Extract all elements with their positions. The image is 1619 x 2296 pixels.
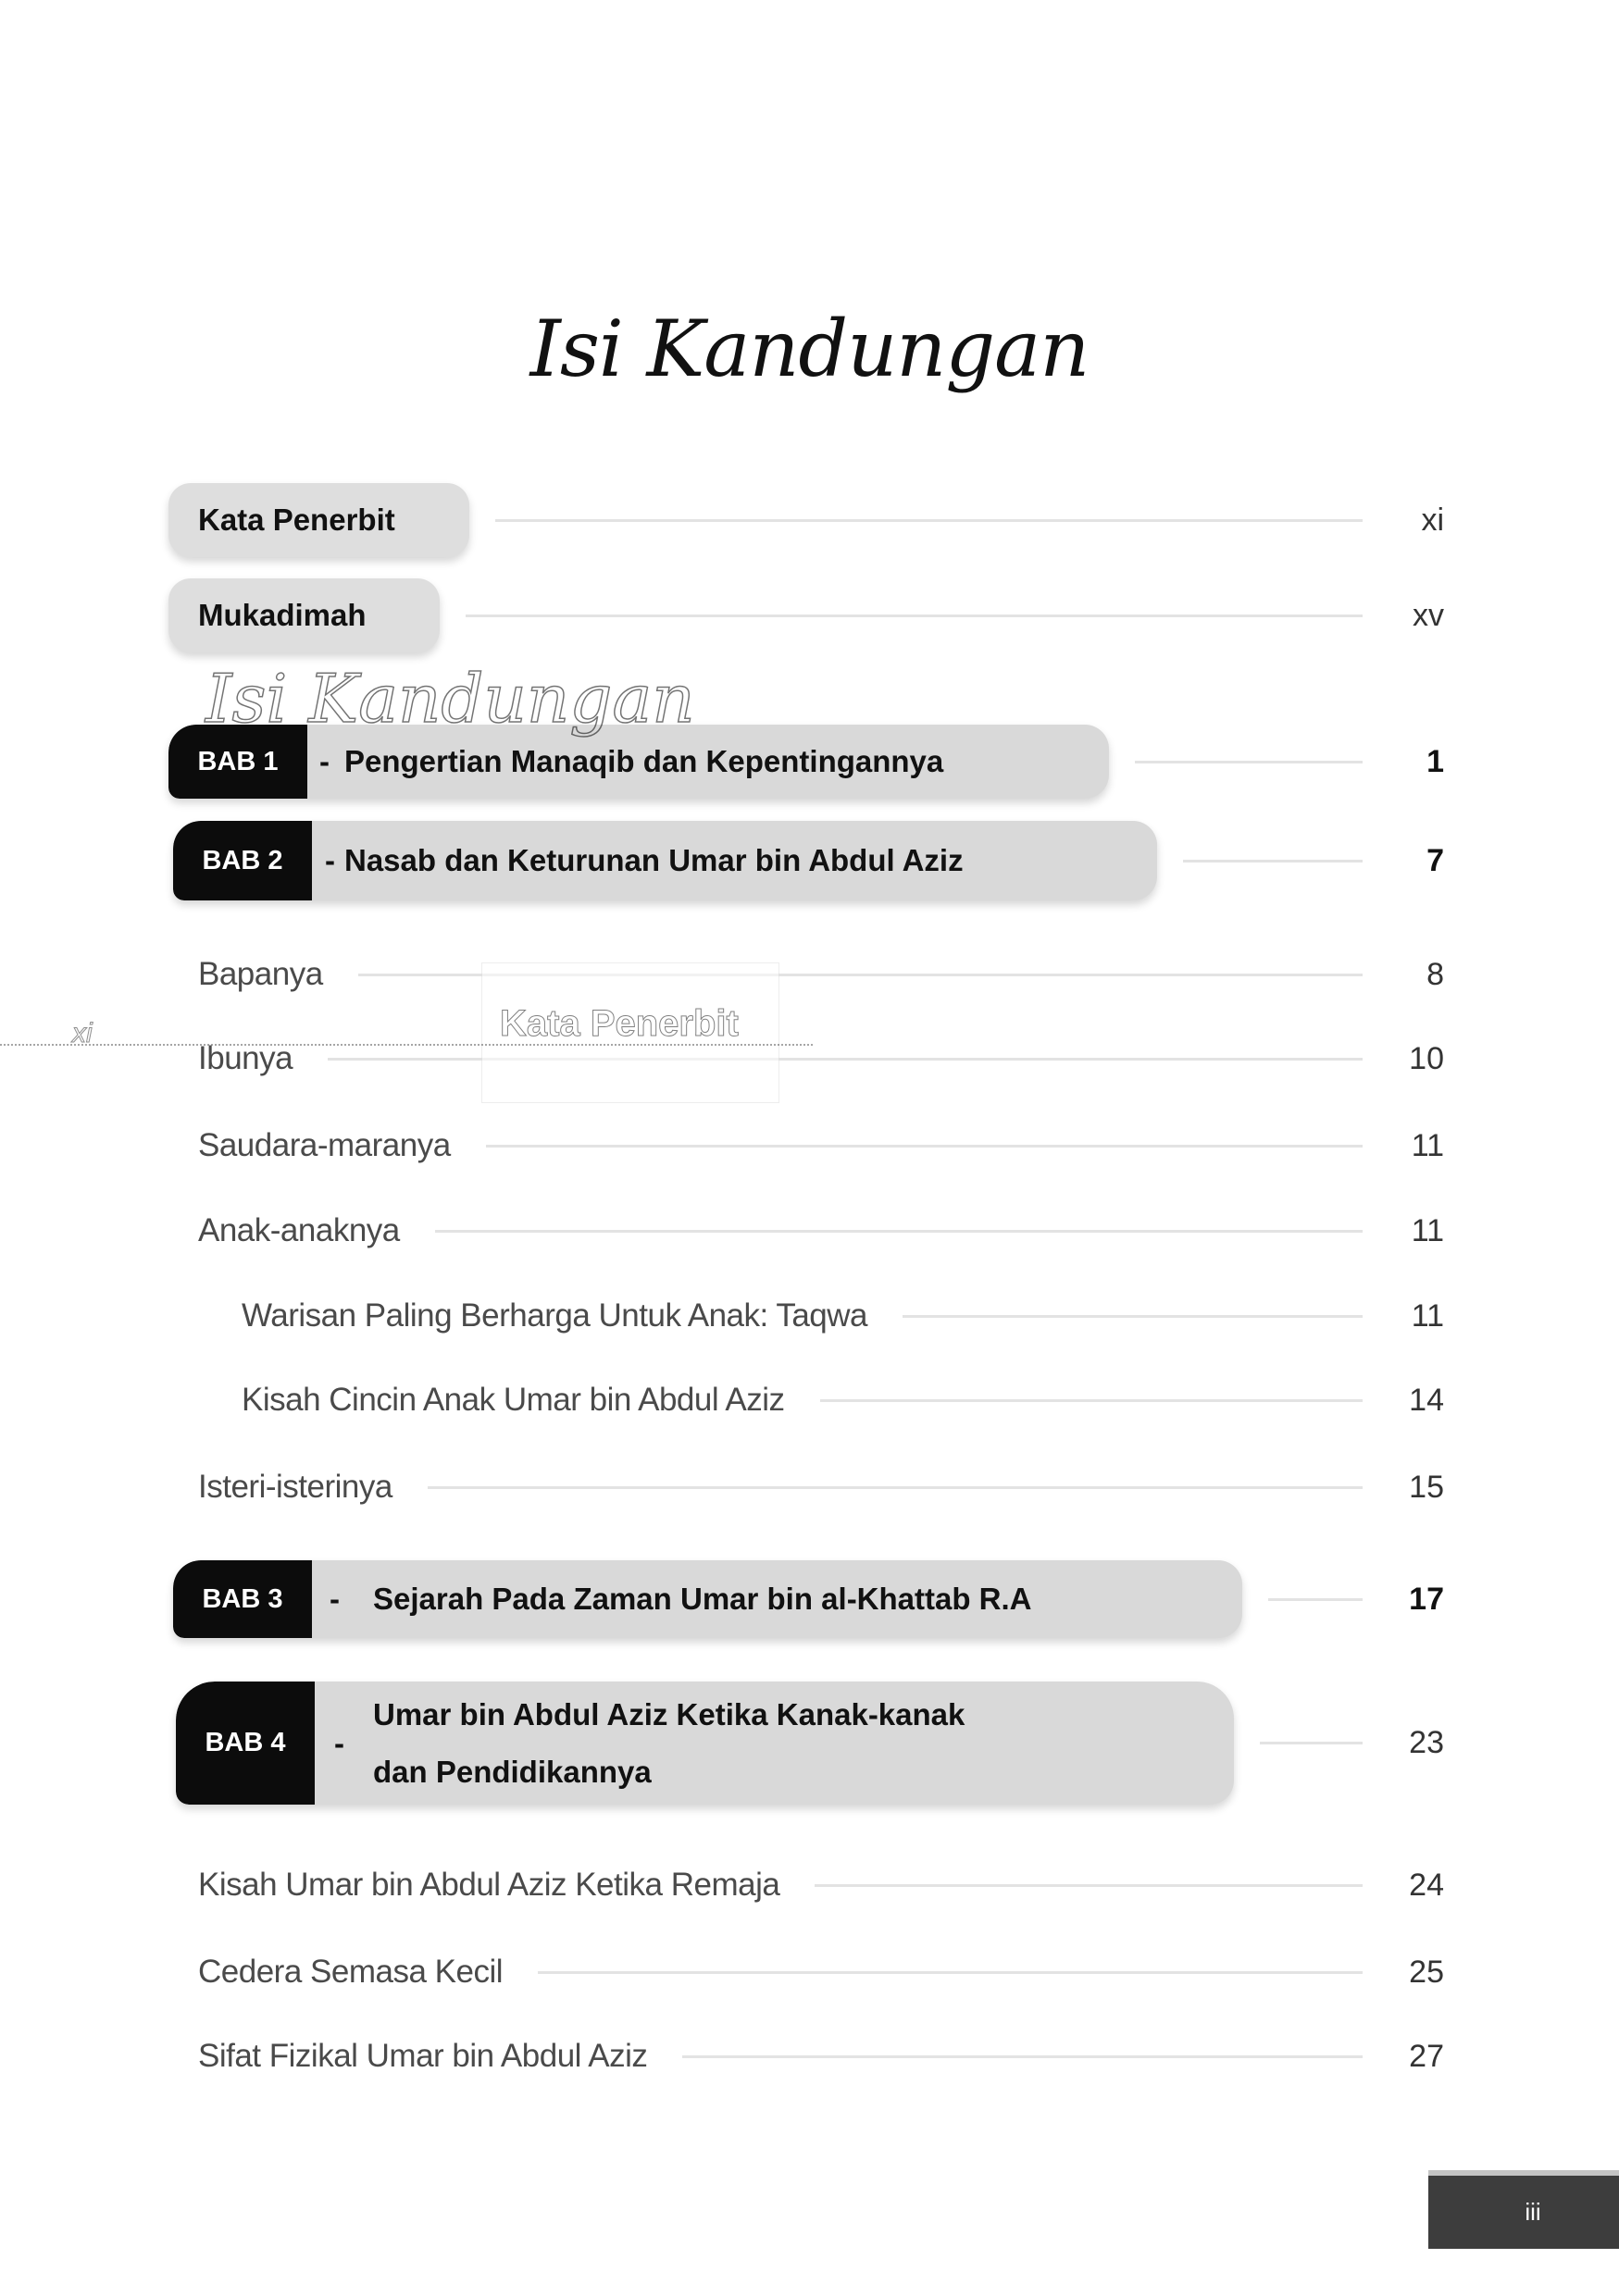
entry-label: Ibunya: [198, 1040, 293, 1076]
entry-label: Bapanya: [198, 956, 323, 992]
chapter-title: Nasab dan Keturunan Umar bin Abdul Aziz: [344, 843, 964, 877]
toc-chapter-bab-3[interactable]: [173, 1560, 1444, 1638]
toc-entry-kata-penerbit[interactable]: [168, 483, 1444, 557]
chapter-title: [373, 1686, 965, 1801]
leader-line: [466, 614, 1363, 617]
chapter-heading-pill: [173, 821, 1157, 900]
chapter-dash: -: [334, 1725, 344, 1760]
toc-entry-isteri-isterinya[interactable]: [198, 1464, 1444, 1510]
leader-line: [538, 1971, 1363, 1974]
toc-entry-saudara-maranya[interactable]: [198, 1123, 1444, 1169]
entry-label: Warisan Paling Berharga Untuk Anak: Taqwa: [242, 1297, 867, 1334]
page-number: 10: [1409, 1040, 1444, 1076]
page-number: 25: [1409, 1954, 1444, 1990]
chapter-tag: BAB 2: [173, 821, 312, 900]
leader-line: [1183, 860, 1363, 863]
chapter-dash: -: [319, 744, 330, 778]
page-number: 24: [1409, 1867, 1444, 1903]
chapter-dash: -: [330, 1582, 340, 1616]
entry-label-pill: Kata Penerbit: [168, 483, 469, 557]
entry-label: Anak-anaknya: [198, 1212, 400, 1248]
entry-label: Cedera Semasa Kecil: [198, 1954, 503, 1990]
entry-label-pill: Mukadimah: [168, 578, 440, 652]
entry-label: Saudara-maranya: [198, 1127, 451, 1163]
ghost-page-artifact: xi: [72, 1018, 93, 1049]
entry-label: Kisah Cincin Anak Umar bin Abdul Aziz: [242, 1382, 785, 1418]
leader-line: [1268, 1598, 1363, 1601]
page-number: 11: [1411, 1297, 1444, 1334]
entry-label: Sifat Fizikal Umar bin Abdul Aziz: [198, 2038, 648, 2074]
page-number: 23: [1409, 1725, 1444, 1760]
ghost-title-artifact: Isi Kandungan: [205, 660, 695, 738]
toc-entry-cedera[interactable]: [198, 1949, 1444, 1995]
chapter-title-line-2: dan Pendidikannya: [373, 1754, 652, 1789]
entry-label: Isteri-isterinya: [198, 1469, 392, 1505]
toc-entry-anak-anaknya[interactable]: [198, 1208, 1444, 1254]
leader-line: [486, 1145, 1363, 1148]
toc-entry-bapanya[interactable]: [198, 951, 1444, 998]
page-folio: iii: [1428, 2170, 1619, 2249]
chapter-title: Pengertian Manaqib dan Kepentingannya: [344, 744, 944, 778]
page-number: 27: [1409, 2038, 1444, 2074]
toc-entry-mukadimah[interactable]: [168, 578, 1444, 652]
leader-line: [495, 519, 1363, 522]
toc-subentry-warisan[interactable]: [242, 1293, 1444, 1339]
toc-entry-sifat-fizikal[interactable]: [198, 2033, 1444, 2079]
chapter-title-line-1: Umar bin Abdul Aziz Ketika Kanak-kanak: [373, 1696, 965, 1731]
chapter-dash: -: [325, 843, 335, 877]
leader-line: [1260, 1742, 1363, 1744]
page-number: 17: [1409, 1581, 1444, 1617]
toc-subentry-kisah-cincin[interactable]: [242, 1377, 1444, 1423]
chapter-tag: BAB 4: [176, 1682, 315, 1805]
toc-chapter-bab-2[interactable]: [173, 821, 1444, 900]
chapter-title: Sejarah Pada Zaman Umar bin al-Khattab R.A: [373, 1582, 1032, 1616]
chapter-tag: BAB 3: [173, 1560, 312, 1638]
page-number: xv: [1413, 597, 1444, 633]
leader-line: [428, 1486, 1363, 1489]
toc-entry-ibunya[interactable]: [198, 1036, 1444, 1082]
page-number: 7: [1426, 842, 1444, 878]
chapter-tag: BAB 1: [168, 725, 307, 799]
leader-line: [815, 1884, 1363, 1887]
leader-line: [682, 2055, 1363, 2058]
leader-line: [820, 1399, 1363, 1402]
chapter-heading-pill: [173, 1560, 1242, 1638]
leader-line: [903, 1315, 1363, 1318]
page-title: Isi Kandungan: [529, 304, 1090, 394]
page-number: 14: [1409, 1382, 1444, 1418]
ghost-label-artifact: Kata Penerbit: [500, 1003, 739, 1044]
page-number: 11: [1411, 1127, 1444, 1163]
page-number: 1: [1426, 743, 1444, 779]
page-number: xi: [1421, 502, 1444, 538]
page-number: 8: [1426, 956, 1444, 992]
chapter-heading-pill: [176, 1682, 1234, 1805]
page-number: 11: [1411, 1212, 1444, 1248]
page-number: 15: [1409, 1469, 1444, 1505]
entry-label: Kisah Umar bin Abdul Aziz Ketika Remaja: [198, 1867, 780, 1903]
leader-line: [1135, 761, 1363, 763]
toc-entry-kisah-remaja[interactable]: [198, 1862, 1444, 1908]
leader-line: [435, 1230, 1363, 1233]
toc-chapter-bab-4[interactable]: [176, 1682, 1444, 1805]
